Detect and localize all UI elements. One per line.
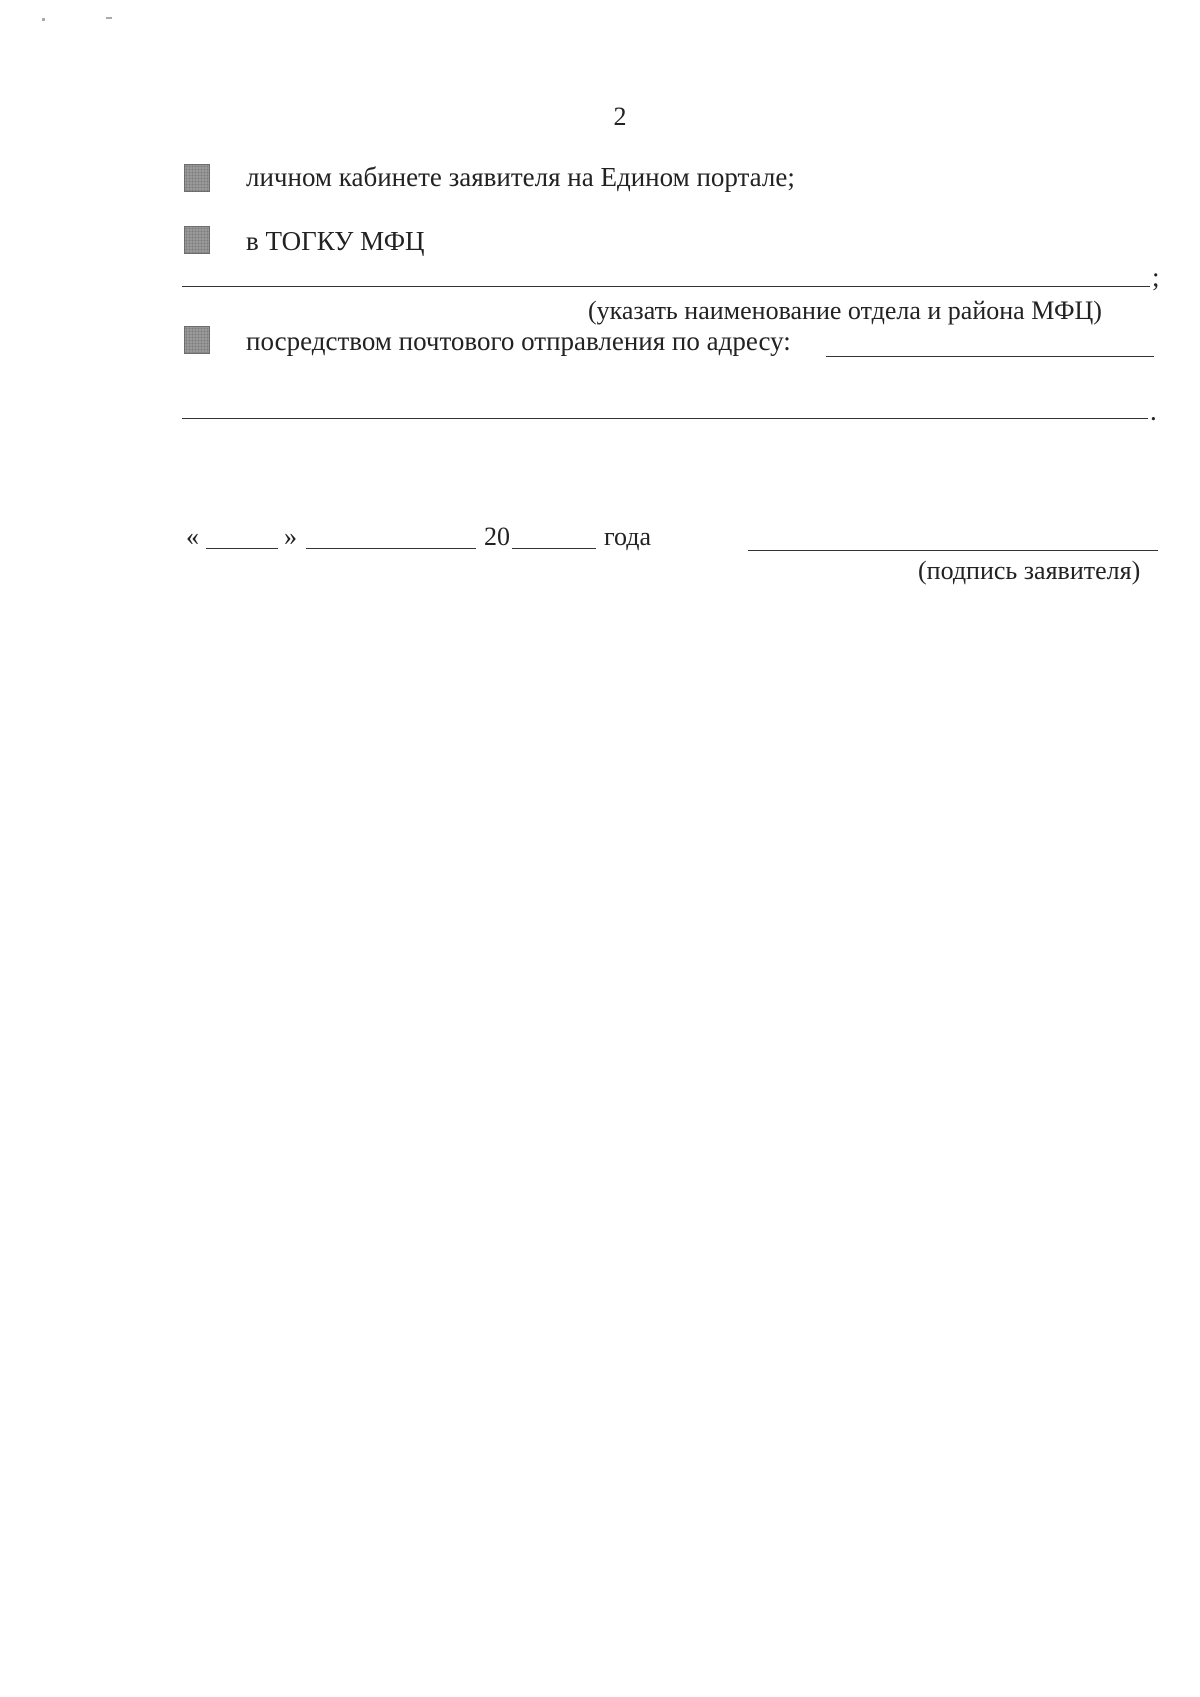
address-line-2[interactable] <box>182 418 1148 419</box>
date-day-field[interactable] <box>206 548 278 549</box>
option-checkbox-mfc[interactable] <box>184 226 210 254</box>
signature-caption: (подпись заявителя) <box>918 556 1141 585</box>
mfc-name-line[interactable] <box>182 286 1150 287</box>
date-year-suffix: года <box>604 522 652 551</box>
scan-artifact <box>42 18 45 21</box>
date-year-prefix: 20 <box>484 522 510 551</box>
date-year-field[interactable] <box>512 548 596 549</box>
scan-artifact <box>106 17 112 19</box>
signature-line[interactable] <box>748 550 1158 551</box>
option-label-mfc: в ТОГКУ МФЦ <box>246 226 425 256</box>
mfc-hint: (указать наименование отдела и района МФЦ) <box>588 296 1102 325</box>
page-number: 2 <box>613 102 627 131</box>
option-checkbox-portal[interactable] <box>184 164 210 192</box>
address-line-end: . <box>1150 396 1157 426</box>
address-line-1[interactable] <box>826 356 1154 357</box>
option-checkbox-post[interactable] <box>184 326 210 354</box>
mfc-line-end: ; <box>1152 262 1160 292</box>
date-open-quote: « <box>186 522 199 551</box>
option-label-post: посредством почтового отправления по адресу: <box>246 326 791 356</box>
date-close-quote: » <box>284 522 297 551</box>
option-label-portal: личном кабинете заявителя на Едином портале; <box>246 162 795 192</box>
date-month-field[interactable] <box>306 548 476 549</box>
